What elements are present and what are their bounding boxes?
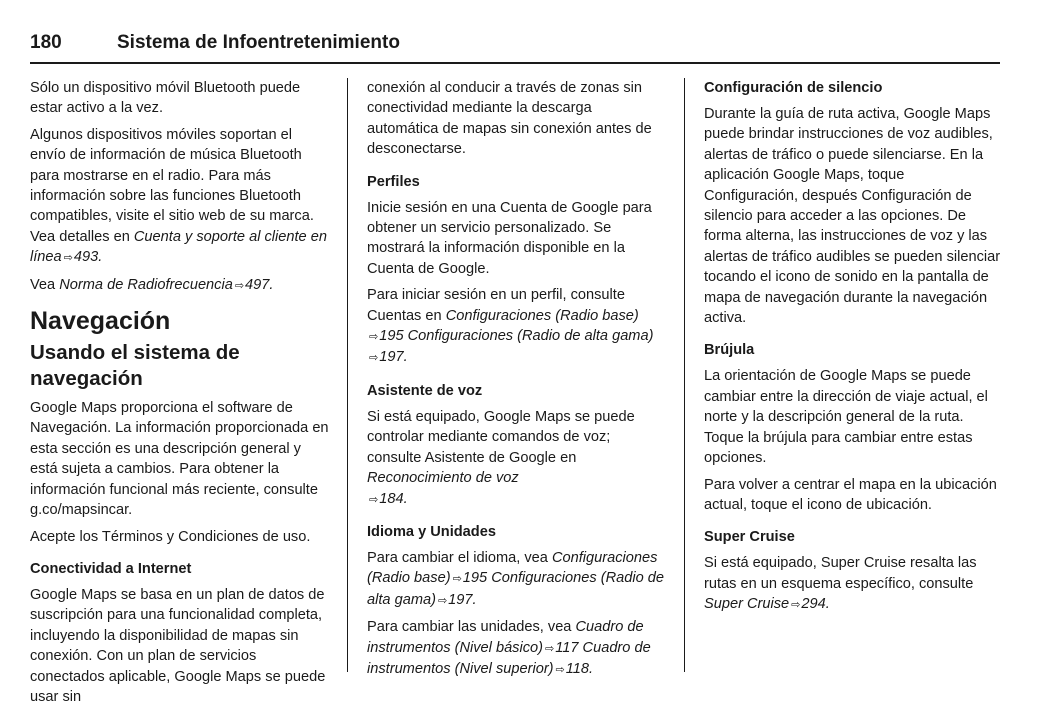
paragraph: Si está equipado, Google Maps se puede controlar mediante comandos de voz; consulte Asistente de Google en Reconocimiento de voz ⇨184. <box>367 408 635 507</box>
page-reference[interactable]: 195 <box>379 328 404 345</box>
section-heading: Navegación <box>30 307 171 336</box>
cross-reference-link[interactable]: Norma de Radiofrecuencia <box>59 276 233 293</box>
cross-reference-link[interactable]: Configuraciones (Radio de alta gama) <box>367 570 664 608</box>
paragraph: Para volver a centrar el mapa en la ubicación actual, toque el icono de ubicación. <box>704 476 997 513</box>
paragraph: Acepte los Términos y Condiciones de uso. <box>30 528 311 545</box>
paragraph: Si está equipado, Super Cruise resalta las rutas en un esquema específico, consulte Super Cruise ⇨294. <box>704 555 977 613</box>
paragraph: Para iniciar sesión en un perfil, consulte Cuentas en Configuraciones (Radio base) ⇨195 Configuraciones (Radio de alta gama) ⇨197. <box>367 287 654 366</box>
page-header <box>30 28 1000 60</box>
page-reference-arrow-icon: ⇨ <box>369 352 379 365</box>
paragraph: Vea Norma de Radiofrecuencia ⇨497. <box>30 276 274 293</box>
paragraph: conexión al conducir a través de zonas sin conectividad mediante la descarga automática de mapas sin conexión antes de desconectarse. <box>367 80 652 158</box>
page-reference[interactable]: 195 <box>462 570 488 587</box>
page-reference[interactable]: 118. <box>565 660 594 677</box>
subsection-heading: Usando el sistema de navegación <box>30 341 240 391</box>
topic-heading: Asistente de voz <box>367 382 483 399</box>
paragraph: Google Maps se basa en un plan de datos de suscripción para una funcionalidad completa, incluyendo la disponibilidad de mapas sin conexión. Con un plan de servicios conectados aplicable, Google Maps se puede usar sin <box>30 586 326 705</box>
cross-reference-link[interactable]: Cuenta y soporte al cliente en línea <box>30 228 327 266</box>
paragraph: Para cambiar el idioma, vea Configuraciones (Radio base) ⇨195 Configuraciones (Radio de alta gama) ⇨197. <box>367 549 664 608</box>
column-divider-1 <box>347 78 348 672</box>
running-title: Sistema de Infoentretenimiento <box>117 32 400 53</box>
cross-reference-link[interactable]: Configuraciones (Radio base) <box>445 307 639 324</box>
page-reference[interactable]: 197. <box>379 349 408 366</box>
paragraph: Sólo un dispositivo móvil Bluetooth puede estar activo a la vez. <box>30 80 301 117</box>
page-reference-arrow-icon: ⇨ <box>452 573 462 586</box>
page-reference-arrow-icon: ⇨ <box>369 493 379 506</box>
page-reference[interactable]: 493. <box>73 249 103 266</box>
cross-reference-link[interactable]: Super Cruise <box>704 596 790 613</box>
paragraph: Para cambiar las unidades, vea Cuadro de instrumentos (Nivel básico) ⇨117 Cuadro de instrumentos (Nivel superior) ⇨118. <box>367 619 651 677</box>
page-reference[interactable]: 497. <box>245 276 274 293</box>
column-2 <box>367 78 667 686</box>
cross-reference-link[interactable]: Reconocimiento de voz <box>367 470 519 487</box>
cross-reference-link[interactable]: Configuraciones (Radio base) <box>367 549 658 587</box>
topic-heading: Super Cruise <box>704 529 795 546</box>
page-reference[interactable]: 117 <box>555 639 579 656</box>
cross-reference-link[interactable]: Cuadro de instrumentos (Nivel básico) <box>367 619 644 656</box>
paragraph: Google Maps proporciona el software de Navegación. La información proporcionada en esta sección es una descripción general y está sujeta a cambios. Para obtener la información funcional más reciente, consulte g.co/mapsincar. <box>30 400 329 519</box>
header-rule <box>30 62 1000 64</box>
topic-heading: Perfiles <box>367 173 420 190</box>
page-reference[interactable]: 294. <box>801 596 830 613</box>
page-number: 180 <box>30 32 62 53</box>
column-divider-2 <box>684 78 685 672</box>
page-reference-arrow-icon: ⇨ <box>437 594 448 607</box>
topic-heading: Configuración de silencio <box>704 80 883 96</box>
topic-heading: Idioma y Unidades <box>367 523 496 540</box>
page-reference-arrow-icon: ⇨ <box>369 331 379 344</box>
paragraph: Algunos dispositivos móviles soportan el envío de información de música Bluetooth para mostrarse en el radio. Para más información sobre las funciones Bluetooth compatibles, visite el sitio web de su marca. Vea detalles en Cuenta y soporte al cliente en línea ⇨493. <box>30 126 327 266</box>
paragraph: La orientación de Google Maps se puede cambiar entre la dirección de viaje actual, el norte y la descripción general de la ruta. Toque la brújula para cambiar entre estas opciones. <box>704 368 988 467</box>
topic-heading: Conectividad a Internet <box>30 560 192 577</box>
page-reference[interactable]: 184. <box>379 490 408 507</box>
column-3 <box>704 78 1002 622</box>
page-reference-arrow-icon: ⇨ <box>63 252 73 265</box>
cross-reference-link[interactable]: Configuraciones (Radio de alta gama) <box>407 328 654 345</box>
page-reference-arrow-icon: ⇨ <box>234 279 245 292</box>
page-reference-arrow-icon: ⇨ <box>555 663 565 676</box>
cross-reference-link[interactable]: Cuadro de instrumentos (Nivel superior) <box>367 639 651 677</box>
topic-heading: Brújula <box>704 342 755 359</box>
page-reference[interactable]: 197. <box>448 591 477 608</box>
paragraph: Inicie sesión en una Cuenta de Google para obtener un servicio personalizado. Se mostrará la información disponible en la Cuenta de Google. <box>367 199 652 277</box>
paragraph: Durante la guía de ruta activa, Google Maps puede brindar instrucciones de voz audibles, alertas de tráfico o puede silenciarse. En la aplicación Google Maps, toque Configuración, después Configuración de silencio para acceder a las opciones. De forma alterna, las instrucciones de voz y las alertas de tráfico audibles se pueden silenciar tocando el icono de sonido en la pantalla de mapa de navegación durante la navegación activa. <box>704 106 1001 327</box>
page-reference-arrow-icon: ⇨ <box>545 642 555 655</box>
page-reference-arrow-icon: ⇨ <box>791 599 801 612</box>
column-1 <box>30 78 330 713</box>
